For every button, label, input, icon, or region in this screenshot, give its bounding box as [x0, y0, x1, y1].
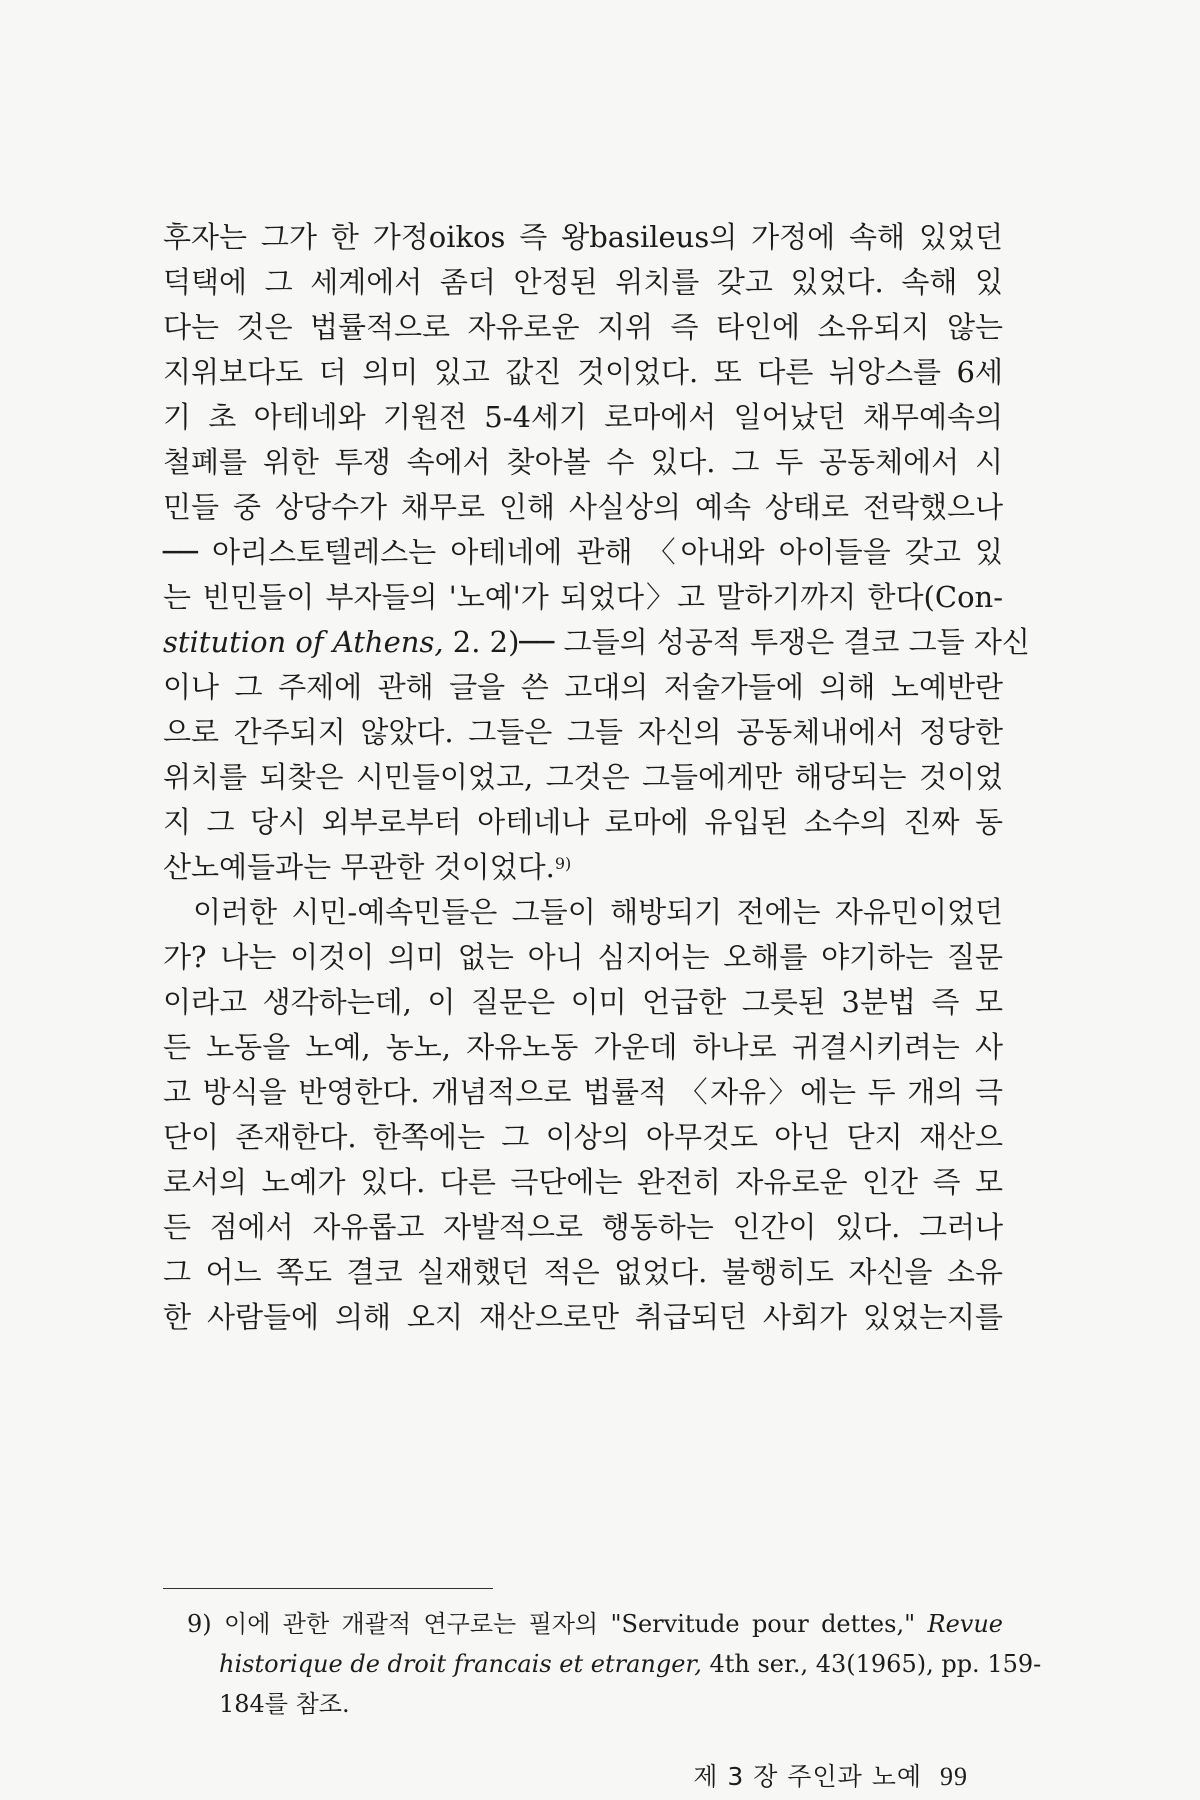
text-line: ── 아리스토텔레스는 아테네에 관해 〈아내와 아이들을 갖고 있	[163, 535, 1003, 569]
text-line: 철폐를 위한 투쟁 속에서 찾아볼 수 있다. 그 두 공동체에서 시	[163, 445, 1003, 479]
italic-title: Revue	[927, 1610, 1003, 1638]
text-line: 으로 간주되지 않았다. 그들은 그들 자신의 공동체내에서 정당한	[163, 715, 1003, 749]
text-line: 민들 중 상당수가 채무로 인해 사실상의 예속 상태로 전락했으나	[163, 490, 1003, 524]
text-line: 이라고 생각하는데, 이 질문은 이미 언급한 그릇된 3분법 즉 모	[163, 985, 1003, 1019]
text-span: 2. 2)── 그들의 성공적 투쟁은 결코 그들 자신	[443, 625, 1030, 659]
footnote-marker: 9)	[554, 854, 572, 873]
footnote-line	[187, 1644, 1042, 1684]
text-span: 4th ser., 43(1965), pp. 159-	[701, 1650, 1042, 1678]
text-line: 후자는 그가 한 가정oikos 즉 왕basileus의 가정에 속해 있었던	[163, 220, 1003, 254]
text-line: 한 사람들에 의해 오지 재산으로만 취급되던 사회가 있었는지를	[163, 1300, 1003, 1334]
text-line: 단이 존재한다. 한쪽에는 그 이상의 아무것도 아닌 단지 재산으	[163, 1120, 1003, 1154]
text-line: 지 그 당시 외부로부터 아테네나 로마에 유입된 소수의 진짜 동	[163, 805, 1003, 839]
footnote	[187, 1604, 1042, 1724]
paragraph-start-line: 이러한 시민-예속민들은 그들이 해방되기 전에는 자유민이었던	[193, 895, 1003, 929]
text-line: 이나 그 주제에 관해 글을 쓴 고대의 저술가들에 의해 노예반란	[163, 670, 1003, 704]
text-line: 로서의 노예가 있다. 다른 극단에는 완전히 자유로운 인간 즉 모	[163, 1165, 1003, 1199]
page-number: 99	[940, 1762, 968, 1791]
running-footer	[693, 1757, 968, 1793]
text-line: 기 초 아테네와 기원전 5-4세기 로마에서 일어났던 채무예속의	[163, 400, 1003, 434]
text-line: 가? 나는 이것이 의미 없는 아니 심지어는 오해를 야기하는 질문	[163, 940, 1003, 974]
footnote-line	[187, 1604, 1003, 1644]
text-line: 든 노동을 노예, 농노, 자유노동 가운데 하나로 귀결시키려는 사	[163, 1030, 1003, 1064]
text-line: 든 점에서 자유롭고 자발적으로 행동하는 인간이 있다. 그러나	[163, 1210, 1003, 1244]
italic-title: stitution of Athens,	[163, 625, 444, 659]
body-text	[163, 215, 1030, 1340]
text-line: 덕택에 그 세계에서 좀더 안정된 위치를 갖고 있었다. 속해 있	[163, 265, 1003, 299]
text-line: 는 빈민들이 부자들의 '노예'가 되었다〉고 말하기까지 한다(Con-	[163, 580, 1003, 614]
text-line	[163, 845, 1003, 890]
footnote-line: 184를 참조.	[219, 1690, 350, 1718]
footnote-divider	[163, 1588, 493, 1589]
italic-title: historique de droit francais et etranger,	[219, 1650, 702, 1678]
text-line: 지위보다도 더 의미 있고 값진 것이었다. 또 다른 뉘앙스를 6세	[163, 355, 1003, 389]
text-line	[163, 620, 1030, 665]
text-line: 고 방식을 반영한다. 개념적으로 법률적 〈자유〉에는 두 개의 극	[163, 1075, 1003, 1109]
chapter-title: 제 3 장 주인과 노예	[693, 1762, 922, 1791]
text-line: 그 어느 쪽도 결코 실재했던 적은 없었다. 불행히도 자신을 소유	[163, 1255, 1003, 1289]
text-span: 9) 이에 관한 개괄적 연구로는 필자의 "Servitude pour dettes,"	[187, 1610, 928, 1638]
text-line: 위치를 되찾은 시민들이었고, 그것은 그들에게만 해당되는 것이었	[163, 760, 1003, 794]
text-line: 다는 것은 법률적으로 자유로운 지위 즉 타인에 소유되지 않는	[163, 310, 1003, 344]
text-span: 산노예들과는 무관한 것이었다.	[163, 850, 555, 884]
